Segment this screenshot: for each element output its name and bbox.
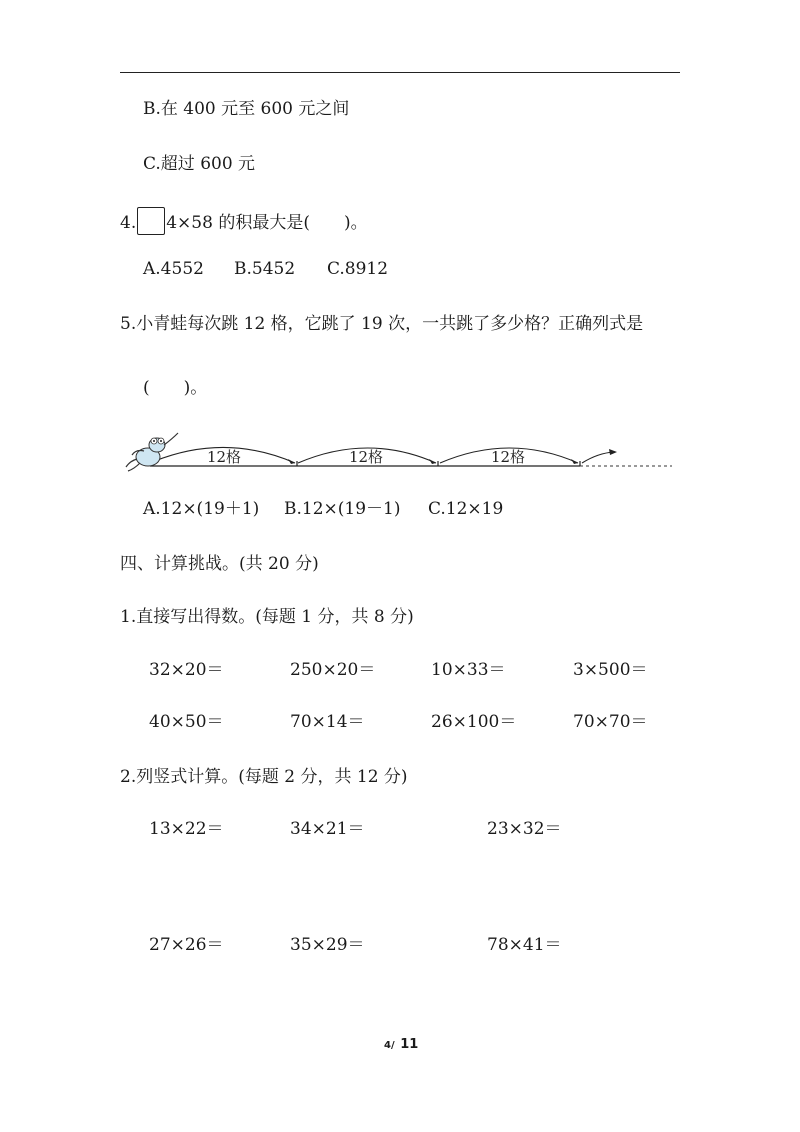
part2-title: 2.列竖式计算。(每题 2 分，共 12 分)	[120, 767, 408, 787]
q4-option-c: C.8912	[327, 259, 389, 279]
q5-option-a: A.12×(19＋1)	[143, 499, 260, 519]
oral-calc-item: 40×50＝	[149, 712, 224, 732]
page-number	[384, 1033, 418, 1052]
q4-option-b: B.5452	[234, 259, 296, 279]
q5-option-b: B.12×(19－1)	[284, 499, 401, 519]
oral-calc-item: 70×70＝	[573, 712, 648, 732]
page-current: 4/	[384, 1040, 395, 1051]
jump-label: 12格	[348, 448, 384, 466]
q5-option-c: C.12×19	[428, 499, 504, 519]
arrowhead-icon	[429, 459, 436, 464]
section4-heading: 四、计算挑战。(共 20 分)	[120, 554, 319, 574]
oral-calc-item: 250×20＝	[290, 660, 376, 680]
vertical-calc-item: 23×32＝	[487, 819, 562, 839]
q5-stem: 5.小青蛙每次跳 12 格，它跳了 19 次，一共跳了多少格？正确列式是	[120, 314, 644, 334]
vertical-calc-item: 78×41＝	[487, 935, 562, 955]
q4-digit-box	[137, 207, 165, 235]
vertical-calc-item: 35×29＝	[290, 935, 365, 955]
q3-option-b: B.在 400 元至 600 元之间	[143, 99, 350, 119]
oral-calc-item: 3×500＝	[573, 660, 648, 680]
partial-jump-arc	[582, 452, 614, 463]
part1-title: 1.直接写出得数。(每题 1 分，共 8 分)	[120, 607, 414, 627]
jump-label: 12格	[490, 448, 526, 466]
vertical-calc-item: 27×26＝	[149, 935, 224, 955]
q5-answer-blank: ( )。	[143, 378, 208, 398]
q4-number: 4.	[120, 213, 137, 233]
jump-label: 12格	[206, 448, 242, 466]
q4-option-a: A.4552	[143, 259, 204, 279]
q4-stem	[120, 207, 368, 235]
oral-calc-item: 32×20＝	[149, 660, 224, 680]
page-total: 11	[400, 1037, 419, 1052]
vertical-calc-item: 34×21＝	[290, 819, 365, 839]
arrowhead-icon	[571, 459, 578, 464]
arrowhead-icon	[609, 449, 617, 455]
vertical-calc-item: 13×22＝	[149, 819, 224, 839]
q4-stem-text: 4×58 的积最大是( )。	[166, 213, 368, 233]
arrowhead-icon	[288, 459, 295, 464]
oral-calc-item: 10×33＝	[431, 660, 506, 680]
header-rule	[120, 72, 680, 73]
oral-calc-item: 70×14＝	[290, 712, 365, 732]
frog-jump-diagram	[120, 425, 680, 480]
frog-icon	[126, 433, 178, 471]
q3-option-c: C.超过 600 元	[143, 154, 256, 174]
oral-calc-item: 26×100＝	[431, 712, 517, 732]
